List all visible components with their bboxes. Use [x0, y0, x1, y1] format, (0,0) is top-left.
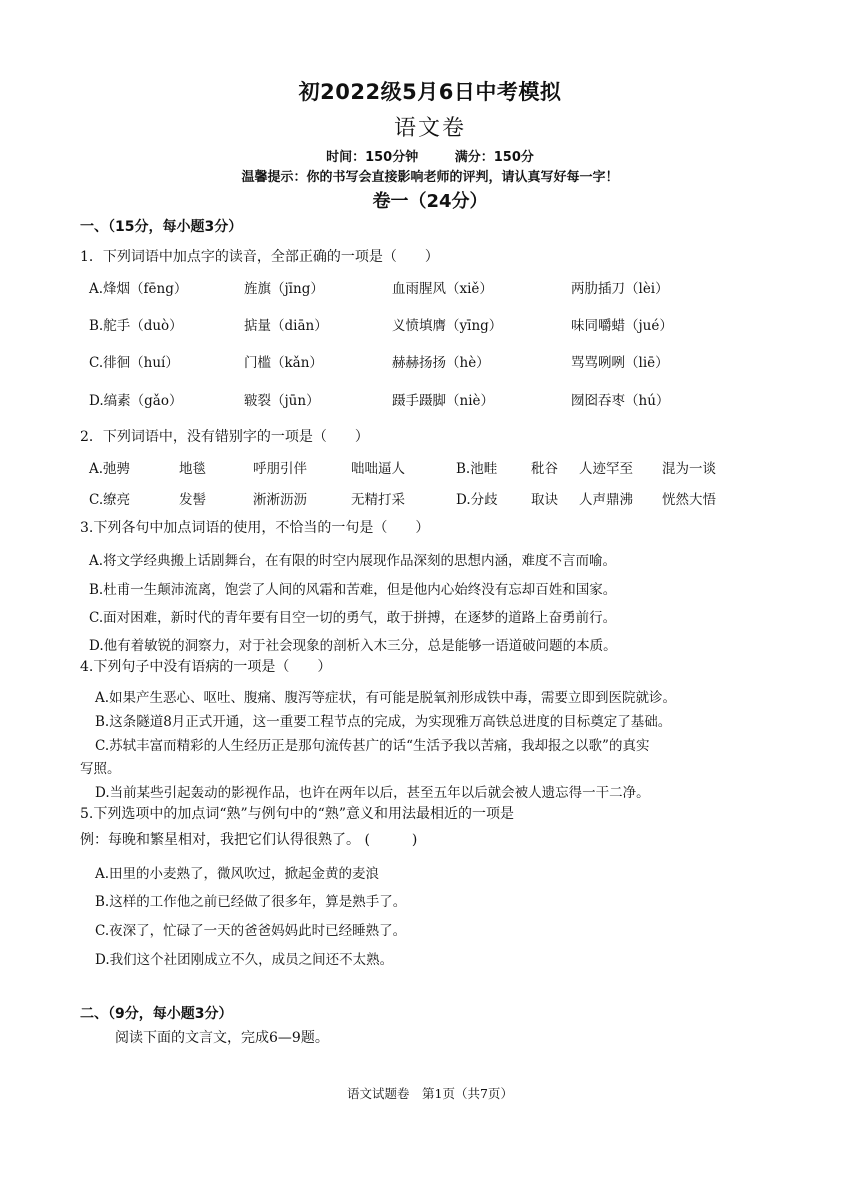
q2-item: B.池畦 [456, 461, 498, 477]
page-title: 初2022级5月6日中考模拟 [298, 80, 562, 104]
q2-item: A.弛骋 [89, 461, 131, 477]
q5-option-c: C.夜深了，忙碌了一天的爸爸妈妈此时已经睡熟了。 [95, 923, 407, 939]
question-2-stem: 2．下列词语中，没有错别字的一项是（ ） [80, 429, 369, 445]
q2-item: 秕谷 [531, 461, 558, 477]
question-4-stem: 4.下列句子中没有语病的一项是（ ） [80, 659, 332, 675]
warm-tip: 温馨提示：你的书写会直接影响老师的评判，请认真写好每一字！ [241, 170, 619, 185]
q3-option-a: A.将文学经典搬上话剧舞台，在有限的时空内展现作品深刻的思想内涵，难度不言而喻。 [89, 553, 617, 569]
question-5-stem: 5.下列选项中的加点词“熟”与例句中的“熟”意义和用法最相近的一项是 [80, 806, 514, 822]
q1-item: D.缟素（gǎo） [89, 393, 183, 409]
exam-meta [0, 146, 860, 165]
q4-option-b: B.这条隧道8月正式开通，这一重要工程节点的完成，为实现雅万高铁总进度的目标奠定了基础。 [95, 714, 672, 730]
q1-item: 蹑手蹑脚（niè） [392, 393, 495, 409]
q2-item: 咄咄逼人 [351, 461, 405, 477]
q2-item: 淅淅沥沥 [253, 492, 307, 508]
q2-item: 无精打采 [351, 492, 405, 508]
q2-item: 呼朋引伴 [253, 461, 307, 477]
q3-option-d: D.他有着敏锐的洞察力，对于社会现象的剖析入木三分，总是能够一语道破问题的本质。 [89, 638, 617, 654]
q5-example: 例：每晚和繁星相对，我把它们认得很熟了。 ( ) [80, 832, 418, 848]
q5-option-a: A.田里的小麦熟了，微风吹过，掀起金黄的麦浪 [95, 866, 380, 882]
section-2-intro: 阅读下面的文言文，完成6—9题。 [115, 1030, 329, 1046]
q1-item: 旌旗（jīng） [244, 281, 324, 297]
q1-item: 骂骂咧咧（liē） [571, 355, 669, 371]
q4-option-c: C.苏轼丰富而精彩的人生经历正是那句流传甚广的话“生活予我以苦痛，我却报之以歌”的真实 [95, 738, 650, 754]
question-1-stem: 1．下列词语中加点字的读音，全部正确的一项是（ ） [80, 249, 439, 265]
q1-item: 义愤填膺（yīng） [392, 318, 503, 334]
q2-item: 恍然大悟 [662, 492, 716, 508]
section-heading: 二、（9分，每小题3分） [80, 1006, 233, 1022]
q2-item: D.分歧 [456, 492, 498, 508]
page-footer: 语文试题卷 第1页（共7页） [347, 1086, 513, 1101]
q1-item: 味同嚼蜡（jué） [571, 318, 673, 334]
q4-option-a: A.如果产生恶心、呕吐、腹痛、腹泻等症状，有可能是脱氧剂形成铁中毒，需要立即到医院就诊。 [95, 690, 677, 706]
exam-time: 时间：150分钟 [326, 150, 419, 165]
q1-item: 囫囵吞枣（hú） [571, 393, 670, 409]
q3-option-b: B.杜甫一生颠沛流离，饱尝了人间的风霜和苦难，但是他内心始终没有忘却百姓和国家。 [89, 582, 617, 598]
q1-item: 门槛（kǎn） [244, 355, 323, 371]
section-heading: 一、（15分，每小题3分） [80, 219, 243, 235]
q2-item: 发髻 [179, 492, 206, 508]
q2-item: 取诀 [531, 492, 558, 508]
q1-item: 两肋插刀（lèi） [571, 281, 669, 297]
q1-item: 赫赫扬扬（hè） [392, 355, 490, 371]
exam-score: 满分：150分 [454, 150, 534, 165]
q1-item: C.徘徊（huí） [89, 355, 179, 371]
q1-item: 掂量（diān） [244, 318, 328, 334]
page-subtitle: 语文卷 [393, 116, 466, 141]
q1-item: A.烽烟（fēng） [89, 281, 188, 297]
q2-item: 人声鼎沸 [579, 492, 633, 508]
question-3-stem: 3.下列各句中加点词语的使用，不恰当的一句是（ ） [80, 520, 430, 536]
q5-option-b: B.这样的工作他之前已经做了很多年，算是熟手了。 [95, 894, 407, 910]
q4-option-c-continued: 写照。 [80, 761, 121, 777]
q5-option-d: D.我们这个社团刚成立不久，成员之间还不太熟。 [95, 952, 394, 968]
q4-option-d: D.当前某些引起轰动的影视作品，也许在两年以后，甚至五年以后就会被人遗忘得一干二净。 [95, 785, 650, 801]
q2-item: 地毯 [179, 461, 206, 477]
q2-item: 人迹罕至 [579, 461, 633, 477]
volume-heading: 卷一（24分） [372, 191, 488, 212]
q1-item: B.舵手（duò） [89, 318, 183, 334]
q1-item: 皲裂（jūn） [244, 393, 320, 409]
q2-item: C.缭亮 [89, 492, 131, 508]
q3-option-c: C.面对困难，新时代的青年要有目空一切的勇气，敢于拼搏，在逐梦的道路上奋勇前行。 [89, 610, 617, 626]
q1-item: 血雨腥风（xiě） [392, 281, 493, 297]
q2-item: 混为一谈 [662, 461, 716, 477]
